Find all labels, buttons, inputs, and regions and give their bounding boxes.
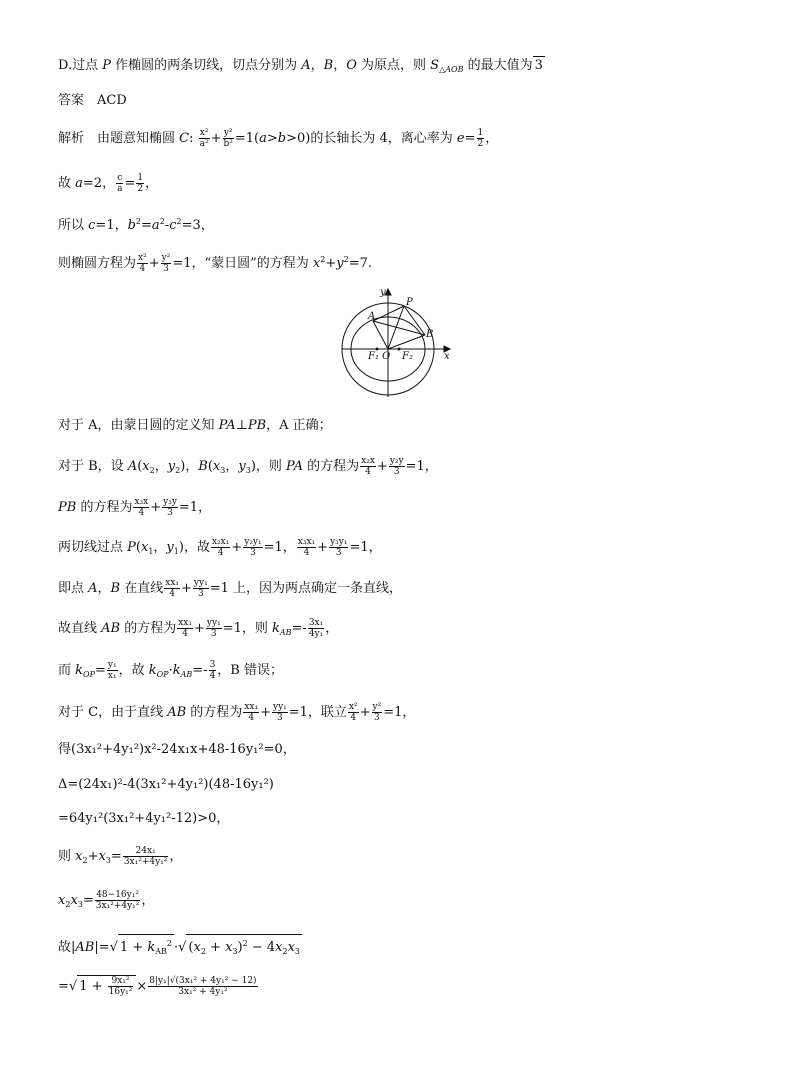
delta-line: Δ=(24x₁)²-4(3x₁²+4y₁²)(48-16y₁²) <box>58 777 274 792</box>
option-d: D.过点 P 作椭圆的两条切线，切点分别为 A，B，O 为原点，则 $S_{\triangle AOB}$ 的最大值为 3 <box>58 58 543 74</box>
ab-equation-line: 故直线 AB 的方程为 $\frac{\text{xx₁}}{4}$ + $\frac{\text{yy₁}}{3}$ =1，则 $k_{AB}=-$ $\frac{\text{3x₁}}{\text{4y₁}}$ ， <box>58 618 339 639</box>
product-line: $x_2x_3=$ $\frac{\text{48−16y₁²}}{\text{3x₁²+4y₁²}}$ ， <box>58 890 155 911</box>
focus-f1-label: F₁ <box>368 351 379 362</box>
part-a-line: 对于 A，由蒙日圆的定义知 PA⊥PB，A 正确； <box>58 418 332 433</box>
y-label: y <box>380 287 386 298</box>
origin-label: O <box>382 351 391 362</box>
part-b-line: 对于 B，设 $A(x_2$，$y_2$)，$B(x_3$，$y_3$)，则 PA 的方程为 $\frac{\text{x₂x}}{4}$ + $\frac{\text{y₂y}}{3}$ =1， <box>58 456 438 477</box>
focus-f2-dot <box>398 348 401 351</box>
kop-line: 而 $k_{OP}=$ $\frac{\text{y₁}}{\text{x₁}}$ ，故 $k_{OP}\cdot k_{AB}=-$ $\frac{3}{4}$ ，B 错误； <box>58 660 283 681</box>
ab-length-expanded-line: =√ 1 + $\frac{\text{9x₁²}}{\text{16y₁²}}$ × $\frac{\text{8|y₁|√(3x₁² + 4y₁² − 12)}}{\text{3x₁² + 4y₁²}}$ <box>58 976 257 997</box>
delta-result-line: =64y₁²(3x₁²+4y₁²-12)>0， <box>58 811 230 826</box>
pb-equation-line: PB 的方程为 $\frac{\text{x₃x}}{4}$ + $\frac{\text{y₃y}}{3}$ =1， <box>58 497 212 518</box>
tangent-line: 两切线过点 $P(x_1$，$y_1$)，故 $\frac{\text{x₂x₁}}{4}$ + $\frac{\text{y₂y₁}}{3}$ =1， $\frac{\text{x₃x₁}}{4}$ + $\frac{\text{y₃y₁}}{3}$ =1， <box>58 537 382 558</box>
point-b-label: B <box>426 329 434 340</box>
c-value-line: 所以 c=1，$b^2=a^2-c^2=3$， <box>58 217 214 233</box>
segment-ob <box>388 335 425 349</box>
quadratic-line: 得(3x₁²+4y₁²)x²-24x₁x+48-16y₁²=0， <box>58 742 296 757</box>
ellipse-equation-line: 则椭圆方程为 $\frac{\text{x²}}{4}$ + $\frac{\text{y²}}{3}$ =1，“蒙日圆”的方程为 $x^2+y^2=7$. <box>58 253 372 274</box>
focus-f1-dot <box>376 348 379 351</box>
point-a-label: A <box>368 311 376 322</box>
ab-length-line: 故|AB|=√ $1 + k_{AB}^2$ ·√ $(x_2 + x_3)^2 - 4x_2x_3$ <box>58 934 302 961</box>
a-value-line: 故 a=2， $\frac{c}{a}$ = $\frac{1}{2}$ ， <box>58 173 159 194</box>
analysis-line: 解析 由题意知椭圆 C: $\frac{\text{x²}}{\text{a²}}$ + $\frac{\text{y²}}{\text{b²}}$ =1(a>b>0)的长轴长为 4，离心率为 e= $\frac{1}{2}$ ， <box>58 128 499 149</box>
ellipse-figure <box>330 285 460 405</box>
part-c-line: 对于 C，由于直线 AB 的方程为 $\frac{\text{xx₁}}{4}$ + $\frac{\text{yy₁}}{3}$ =1，联立 $\frac{\text{x²}}{4}$ + $\frac{\text{y²}}{3}$ =1， <box>58 702 416 723</box>
x-label: x <box>444 351 450 362</box>
focus-f2-label: F₂ <box>402 351 413 362</box>
y-axis-arrow <box>385 289 391 295</box>
point-p-label: P <box>406 297 413 308</box>
segment-oa <box>373 321 388 349</box>
answer-line: 答案 ACD <box>58 93 127 108</box>
ab-on-line: 即点 A，B 在直线 $\frac{\text{xx₁}}{4}$ + $\frac{\text{yy₁}}{3}$ =1 上，因为两点确定一条直线， <box>58 578 402 599</box>
chord-ab <box>373 321 425 335</box>
sum-line: 则 $x_2+x_3=$ $\frac{\text{24x₁}}{\text{3x₁²+4y₁²}}$ ， <box>58 846 183 867</box>
